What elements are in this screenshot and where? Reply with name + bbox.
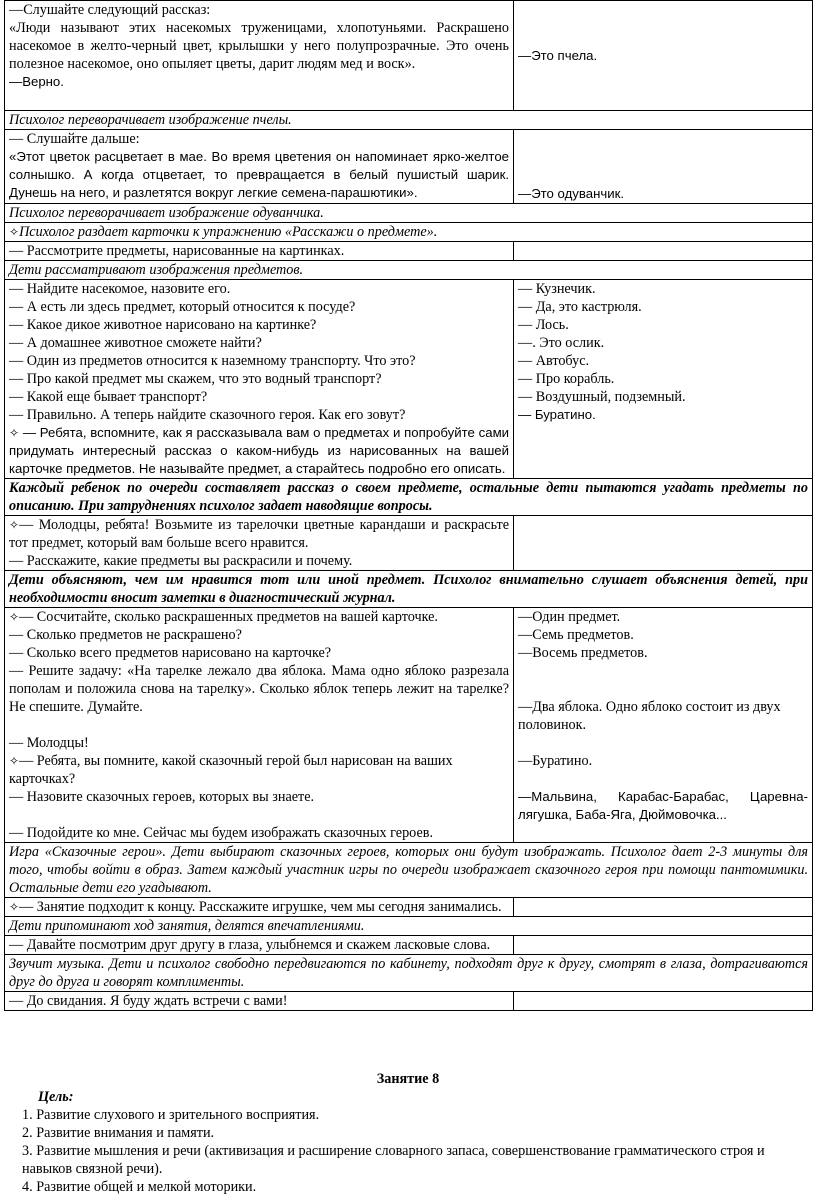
answer-line: — Лось. <box>518 317 569 333</box>
speech-line-text: — Сосчитайте, сколько раскрашенных предметов на вашей карточке. <box>19 609 438 625</box>
speech-line: — Сколько всего предметов нарисовано на карточке? <box>9 645 332 661</box>
speech-line <box>9 516 509 552</box>
answer-line: —Мальвина, Карабас-Барабас, Царевна-лягушка, Баба-Яга, Дюймовочка... <box>518 789 808 822</box>
table-row <box>5 917 813 936</box>
lesson-script-table <box>4 0 813 1011</box>
children-answer-cell <box>514 608 813 843</box>
stage-direction: Звучит музыка. Дети и психолог свободно передвигаются по кабинету, подходят друг к другу, смотрят в глаза, дотрагиваются друг до друга и говорят комплименты. <box>5 955 813 992</box>
stage-direction: Психолог переворачивает изображение одуванчика. <box>5 204 813 223</box>
table-row <box>5 898 813 917</box>
table-row <box>5 516 813 571</box>
psychologist-speech-cell <box>5 516 514 571</box>
goal-item: 3. Развитие мышления и речи (активизация и расширение словарного запаса, совершенствование грамматического строя и навыков связной речи). <box>22 1143 765 1177</box>
table-row <box>5 261 813 280</box>
star-icon: ✧ <box>9 518 20 532</box>
goals-list <box>22 1106 812 1196</box>
goal-item: 1. Развитие слухового и зрительного восприятия. <box>22 1107 320 1123</box>
answer-line: — Кузнечик. <box>518 281 596 297</box>
speech-line: — Какой еще бывает транспорт? <box>9 389 208 405</box>
stage-direction: Дети припоминают ход занятия, делятся впечатлениями. <box>5 917 813 936</box>
children-answer-cell <box>514 280 813 479</box>
children-answer-cell <box>514 992 813 1011</box>
goal-item: 4. Развитие общей и мелкой моторики. <box>22 1179 257 1195</box>
table-row <box>5 280 813 479</box>
table-row <box>5 223 813 242</box>
speech-line <box>9 608 509 626</box>
table-row <box>5 843 813 898</box>
star-icon: ✧ <box>9 610 20 624</box>
psychologist-speech-cell: — До свидания. Я буду ждать встречи с вами! <box>5 992 514 1011</box>
stage-direction: Игра «Сказочные герои». Дети выбирают сказочных героев, которых они будут изображать. Психолог дает 2-3 минуты для того, чтобы войти в образ. Затем каждый участник игры по очереди изображает сказочного героя при помощи пантомимики. Остальные дети его угадывают. <box>5 843 813 898</box>
table-row <box>5 111 813 130</box>
table-row <box>5 130 813 204</box>
answer-line: —. Это ослик. <box>518 335 605 351</box>
psychologist-speech-cell: — Рассмотрите предметы, нарисованные на картинках. <box>5 242 514 261</box>
answer-line: — Про корабль. <box>518 371 615 387</box>
psychologist-speech-cell: — Давайте посмотрим друг другу в глаза, улыбнемся и скажем ласковые слова. <box>5 936 514 955</box>
star-icon: ✧ <box>9 900 20 914</box>
psychologist-speech-cell <box>5 898 514 917</box>
answer-line: — Да, это кастрюля. <box>518 299 642 315</box>
children-answer-cell <box>514 936 813 955</box>
speech-line: — А есть ли здесь предмет, который относится к посуде? <box>9 299 356 315</box>
speech-line: — Сколько предметов не раскрашено? <box>9 627 242 643</box>
psychologist-speech-cell <box>5 608 514 843</box>
stage-direction-text: Психолог раздает карточки к упражнению «Расскажи о предмете». <box>19 224 438 240</box>
speech-line <box>9 424 509 478</box>
speech-line: — Молодцы! <box>9 735 89 751</box>
children-answer-cell <box>514 130 813 204</box>
children-answer-cell <box>514 898 813 917</box>
spacer <box>9 716 509 734</box>
answer-line: — Воздушный, подземный. <box>518 389 686 405</box>
table-row <box>5 608 813 843</box>
speech-line: — Подойдите ко мне. Сейчас мы будем изображать сказочных героев. <box>9 825 433 841</box>
answer-line: — Буратино. <box>518 407 596 422</box>
children-answer-cell <box>514 1 813 111</box>
speech-line: — Решите задачу: «На тарелке лежало два яблока. Мама одно яблоко разрезала пополам и положила снова на тарелку». Сколько яблок теперь лежит на тарелке? Не спешите. Думайте. <box>9 663 509 715</box>
psychologist-speech-cell <box>5 280 514 479</box>
table-row <box>5 571 813 608</box>
speech-line: — Правильно. А теперь найдите сказочного героя. Как его зовут? <box>9 407 406 423</box>
stage-direction: Каждый ребенок по очереди составляет рассказ о своем предмете, остальные дети пытаются угадать предметы по описанию. При затруднениях психолог задает наводящие вопросы. <box>5 479 813 516</box>
speech-line: «Люди называют этих насекомых труженицами, хлопотуньями. Раскрашено насекомое в желто-черный цвет, крылышки у него полупрозрачные. Это очень полезное насекомое, оно опыляет цветы, дарит людям мед и воск». <box>9 20 509 72</box>
speech-line: — Назовите сказочных героев, которых вы знаете. <box>9 789 315 805</box>
answer-line: —Это одуванчик. <box>518 186 625 201</box>
stage-direction <box>5 223 813 242</box>
speech-line-text: — Ребята, вы помните, какой сказочный герой был нарисован на ваших карточках? <box>9 753 453 787</box>
speech-line: — Слушайте дальше: <box>9 131 140 147</box>
speech-line <box>9 752 509 788</box>
table-row <box>5 992 813 1011</box>
speech-line-text: — Молодцы, ребята! Возьмите из тарелочки цветные карандаши и раскрасьте тот предмет, который вам больше всего нравится. <box>9 517 509 551</box>
spacer <box>518 734 808 752</box>
speech-line: —Верно. <box>9 74 64 89</box>
speech-line-text: — Занятие подходит к концу. Расскажите игрушке, чем мы сегодня занимались. <box>19 899 502 915</box>
star-icon: ✧ <box>9 754 20 768</box>
answer-line: —Буратино. <box>518 753 593 769</box>
star-icon: ✧ <box>9 225 20 239</box>
stage-direction: Дети рассматривают изображения предметов. <box>5 261 813 280</box>
psychologist-speech-cell <box>5 130 514 204</box>
spacer <box>518 770 808 788</box>
speech-line-text: — Ребята, вспомните, как я рассказывала вам о предметах и попробуйте сами придумать интересный рассказ о каком-нибудь из нарисованных на вашей карточке предметов. Не называйте предмет, а старайтесь подробно его описать. <box>9 425 509 476</box>
spacer <box>9 806 509 824</box>
table-row <box>5 1 813 111</box>
answer-line: —Два яблока. Одно яблоко состоит из двух половинок. <box>518 699 781 733</box>
table-row <box>5 936 813 955</box>
goal-label: Цель: <box>38 1089 74 1105</box>
answer-line: — Автобус. <box>518 353 590 369</box>
children-answer-cell <box>514 516 813 571</box>
speech-line: — Расскажите, какие предметы вы раскрасили и почему. <box>9 553 353 569</box>
table-row <box>5 242 813 261</box>
lesson-title: Занятие 8 <box>376 1071 440 1087</box>
spacer <box>518 680 808 698</box>
table-row <box>5 955 813 992</box>
stage-direction: Дети объясняют, чем им нравится тот или иной предмет. Психолог внимательно слушает объяснения детей, при необходимости вносит заметки в диагностический журнал. <box>5 571 813 608</box>
stage-direction: Психолог переворачивает изображение пчелы. <box>5 111 813 130</box>
spacer <box>518 662 808 680</box>
speech-line: — Найдите насекомое, назовите его. <box>9 281 231 297</box>
answer-line: —Семь предметов. <box>518 627 634 643</box>
psychologist-speech-cell <box>5 1 514 111</box>
answer-line: —Восемь предметов. <box>518 645 648 661</box>
speech-line: —Слушайте следующий рассказ: <box>9 2 211 18</box>
speech-line: — Какое дикое животное нарисовано на картинке? <box>9 317 317 333</box>
speech-line: — А домашнее животное сможете найти? <box>9 335 262 351</box>
table-row <box>5 204 813 223</box>
goal-item: 2. Развитие внимания и памяти. <box>22 1125 215 1141</box>
speech-line: — Про какой предмет мы скажем, что это водный транспорт? <box>9 371 382 387</box>
children-answer-cell <box>514 242 813 261</box>
star-icon: ✧ <box>9 426 20 440</box>
speech-line: «Этот цветок расцветает в мае. Во время цветения он напоминает ярко-желтое солнышко. А когда отцветает, то превращается в белый пушистый шарик. Дунешь на него, и разлетятся вокруг легкие семена-парашютики». <box>9 149 509 200</box>
answer-line: —Это пчела. <box>518 47 598 63</box>
answer-line: —Один предмет. <box>518 609 621 625</box>
table-row <box>5 479 813 516</box>
speech-line: — Один из предметов относится к наземному транспорту. Что это? <box>9 353 416 369</box>
